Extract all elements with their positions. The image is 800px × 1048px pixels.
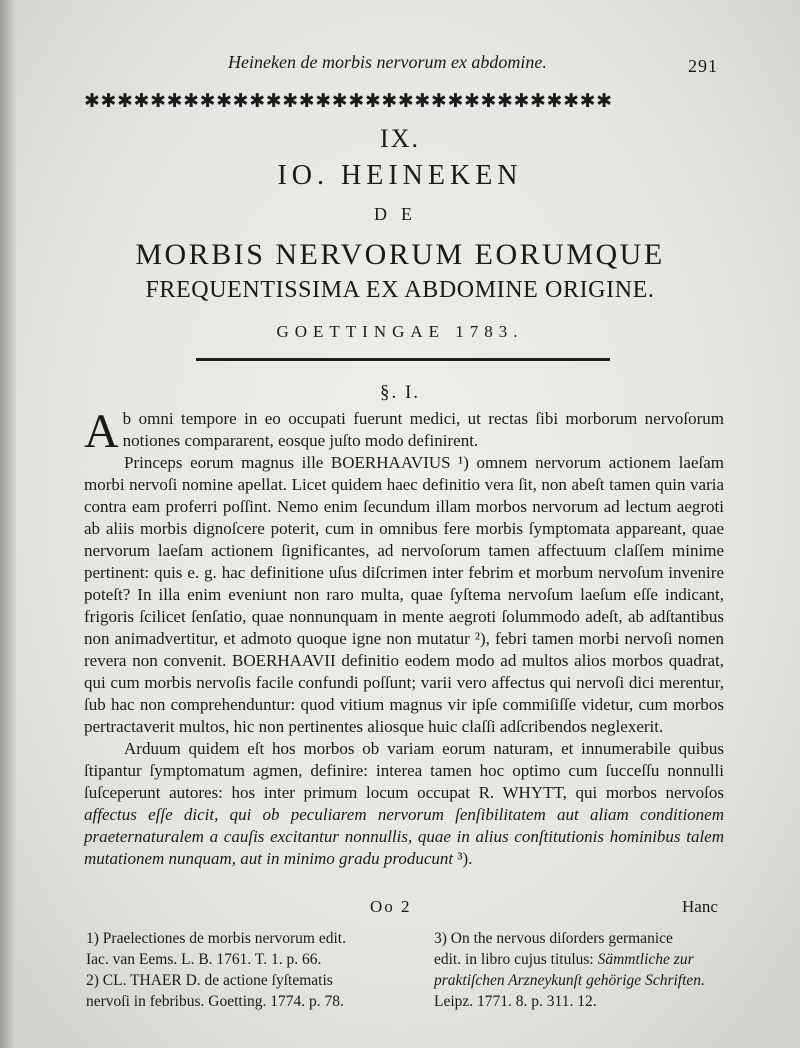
paragraph-3-text: Arduum quidem eſt hos morbos ob variam eorum naturam, et innumerabile quibus ſtipantur ſymptomatum agmen, definire: interea tamen hoc optimo cum ſucceſſu nonnulli ſuſceperunt autores: hos inter primum locum occupat R. WHYTT, qui morbos nervoſos bbox=[84, 739, 724, 802]
footnote-line: 3) On the nervous diſorders germanice bbox=[434, 930, 673, 947]
body-text bbox=[84, 405, 724, 870]
whytt-definition-italic: affectus eſſe dicit, qui ob peculiarem nervorum ſenſibilitatem aut aliam conditionem praeternaturalem a cauſis excitantur nonnullis, quae in alius conſtitutionis hominibus talem mutationem nunquam, aut in minimo gradu producunt bbox=[84, 805, 724, 868]
place-year: GOETTINGAE 1783. bbox=[276, 322, 524, 341]
footnotes-left bbox=[86, 928, 406, 1012]
footnote-line: 2) CL. THAER D. de actione ſyſtematis bbox=[86, 972, 333, 989]
footnote-line: Iac. van Eems. L. B. 1761. T. 1. p. 66. bbox=[86, 951, 322, 968]
page-number: 291 bbox=[688, 56, 718, 76]
author-name: IO. HEINEKEN bbox=[277, 160, 523, 191]
paragraph-1-text: b omni tempore in eo occupati fuerunt medici, ut rectas ſibi morborum nervoſorum notiones compararent, eosque juſto modo definirent. bbox=[122, 409, 724, 450]
running-title: Heineken de morbis nervorum ex abdomine. bbox=[228, 52, 547, 72]
footnote-line: 1) Praelectiones de morbis nervorum edit. bbox=[86, 930, 346, 947]
title-preposition: DE bbox=[374, 204, 426, 224]
footnotes-right bbox=[434, 928, 734, 1012]
signature-mark: Oo 2 bbox=[370, 897, 412, 916]
paragraph-3 bbox=[84, 738, 724, 870]
paragraph-2: Princeps eorum magnus ille BOERHAAVIUS ¹) omnem nervorum actionem laeſam morbi nervoſi nomine apellat. Licet quidem haec definitio vera ſit, non abeſt tamen quin varia contra eam proferri poſſint. Nemo enim ſecundum illam morbos nervorum ad lectum aegroti ab aliis morbis dignoſcere poterit, cum in omnibus fere morbis ſymptomata appareant, quae nervorum laeſam actionem ſignificantes, ad nervoſorum tamen affectuum claſſem minime pertinent: quis e. g. hac definitione uſus diſcrimen inter febrim et morbum nervoſum invenire poteſt? In illa enim eveniunt non raro multa, quae ſyſtema nervoſum laeſum eſſe indicant, frigoris ſcilicet ſenſatio, quae nonnunquam in mente aegroti ſolummodo adeſt, ab adſtantibus non animadvertitur, et admoto quoque igne non mutatur ²), febri tamen morbi nervoſi nomen revera non convenit. BOERHAAVII definitio eodem modo ad multos alios morbos quadrat, qui cum morbis nervoſis facile confundi poſſunt; varii vero affectus qui nervoſi dici merentur, ſub hac non comprehenduntur: quod vitium magnus vir ipſe commiſiſſe videtur, cum morbos pertractaverit multos, hic non pertinentes aliosque huic claſſi adſcribendos neglexerit. bbox=[84, 453, 724, 736]
section-heading: §. I. bbox=[379, 382, 421, 403]
footnote-italic-title: Sämmtliche zur bbox=[597, 951, 694, 968]
ornamental-border: ✱✱✱✱✱✱✱✱✱✱✱✱✱✱✱✱✱✱✱✱✱✱✱✱✱✱✱✱✱✱✱✱ bbox=[84, 90, 613, 112]
title-rule bbox=[196, 358, 610, 361]
footnote-text: edit. in libro cujus titulus: bbox=[434, 951, 598, 968]
paragraph-1 bbox=[84, 405, 724, 458]
catchword: Hanc bbox=[682, 897, 718, 916]
running-head bbox=[0, 50, 800, 80]
title-line-1: MORBIS NERVORUM EORUMQUE bbox=[135, 238, 665, 271]
footnote-line: Leipz. 1771. 8. p. 311. 12. bbox=[434, 993, 597, 1010]
footnote-line bbox=[434, 949, 734, 970]
footnote-line: nervoſi in febribus. Goetting. 1774. p. 78. bbox=[86, 993, 344, 1010]
article-number: IX. bbox=[380, 124, 420, 153]
drop-cap: A bbox=[84, 405, 119, 458]
paragraph-3-end: ³). bbox=[457, 849, 473, 868]
title-line-2: FREQUENTISSIMA EX ABDOMINE ORIGINE. bbox=[145, 277, 655, 303]
footnote-italic-title: praktiſchen Arzneykunſt gehörige Schriften. bbox=[434, 972, 705, 989]
page-gutter-shadow bbox=[0, 0, 16, 1048]
